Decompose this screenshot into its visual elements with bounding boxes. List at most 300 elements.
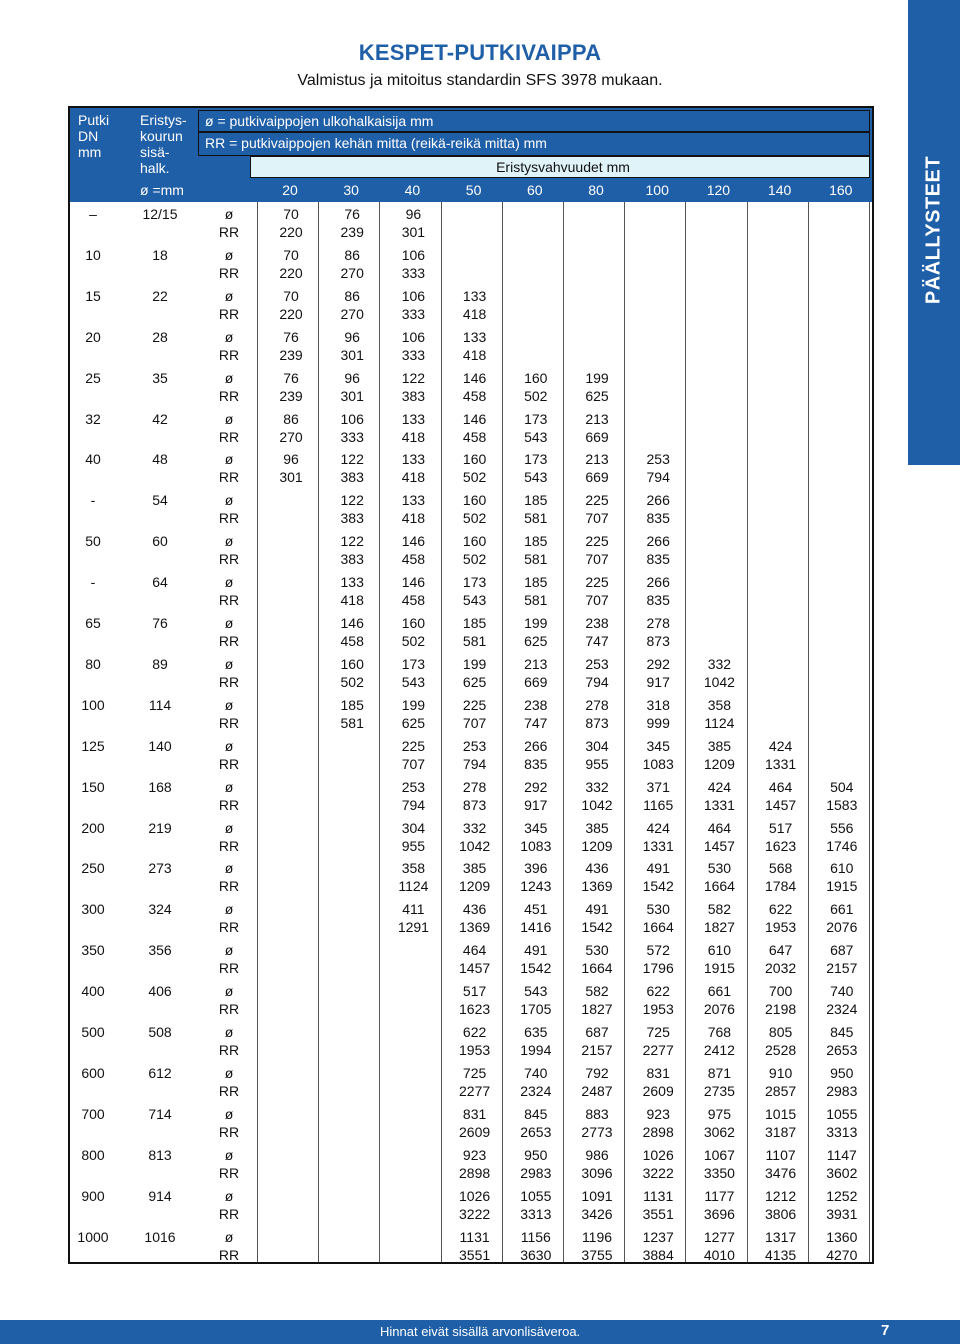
- outer-diameter-value: 185: [524, 533, 548, 550]
- outer-diameter-value: 292: [646, 655, 670, 672]
- outer-diameter-value: 160: [524, 369, 548, 386]
- outer-diameter-value: 133: [401, 451, 426, 468]
- pipe-dn: -: [90, 574, 96, 591]
- outer-diameter-value: 572: [646, 942, 670, 959]
- outer-diameter-value: 385: [462, 860, 487, 877]
- diameter-symbol: ø: [224, 696, 234, 713]
- rr-symbol: RR: [218, 837, 240, 854]
- rr-value: 917: [524, 796, 548, 813]
- outer-diameter-value: 700: [768, 983, 793, 1000]
- outer-diameter-value: 213: [585, 410, 609, 427]
- rr-value: 707: [462, 714, 487, 731]
- insulation-inner-diameter: 42: [152, 410, 168, 427]
- outer-diameter-value: 199: [401, 696, 426, 713]
- outer-diameter-value: 464: [768, 778, 793, 795]
- outer-diameter-value: 661: [830, 901, 854, 918]
- outer-diameter-value: 173: [524, 451, 548, 468]
- rr-value: 2324: [826, 1001, 858, 1018]
- outer-diameter-value: 292: [524, 778, 548, 795]
- diameter-symbol: ø: [224, 819, 234, 836]
- rr-value: 3476: [765, 1164, 797, 1181]
- outer-diameter-value: 160: [340, 655, 364, 672]
- outer-diameter-value: 845: [830, 1024, 854, 1040]
- grid-line: [747, 202, 748, 1262]
- rr-value: 220: [279, 264, 303, 281]
- outer-diameter-value: 647: [768, 942, 793, 959]
- rr-value: 794: [585, 673, 609, 690]
- table-row: [70, 820, 872, 861]
- rr-value: 707: [585, 592, 609, 609]
- outer-diameter-value: 622: [646, 983, 670, 1000]
- rr-value: 669: [585, 428, 609, 445]
- rr-value: 543: [524, 428, 548, 445]
- rr-value: 333: [340, 428, 364, 445]
- thickness-label: Eristysvahvuudet mm: [250, 156, 870, 178]
- rr-value: 383: [340, 551, 364, 568]
- rr-value: 333: [401, 264, 426, 281]
- outer-diameter-value: 436: [585, 860, 609, 877]
- rr-value: 2324: [520, 1082, 552, 1099]
- rr-value: 1542: [642, 878, 674, 895]
- pipe-dn: 50: [85, 533, 101, 550]
- diameter-symbol: ø: [224, 655, 234, 672]
- diameter-symbol: ø: [224, 942, 234, 959]
- outer-diameter-value: 831: [462, 1105, 487, 1122]
- pipe-dn: 65: [85, 615, 101, 631]
- thickness-header-cell: 60: [527, 182, 543, 198]
- grid-line: [808, 202, 809, 1262]
- header-dn-column: [78, 112, 109, 160]
- rr-symbol: RR: [218, 919, 240, 936]
- rr-value: 1994: [520, 1042, 552, 1058]
- rr-value: 1542: [520, 960, 552, 977]
- outer-diameter-value: 556: [830, 819, 854, 836]
- rr-symbol: RR: [218, 1246, 240, 1263]
- rr-value: 2609: [459, 1123, 491, 1140]
- outer-diameter-value: 687: [585, 1024, 609, 1040]
- outer-diameter-value: 278: [646, 615, 670, 631]
- outer-diameter-value: 160: [401, 615, 426, 631]
- rr-value: 418: [462, 346, 487, 363]
- rr-value: 1953: [459, 1042, 491, 1058]
- table-row: [70, 1106, 872, 1147]
- rr-value: 301: [340, 387, 364, 404]
- outer-diameter-value: 491: [646, 860, 670, 877]
- rr-value: 458: [340, 633, 364, 649]
- outer-diameter-value: 1015: [765, 1105, 797, 1122]
- pipe-dn: 500: [81, 1024, 105, 1040]
- outer-diameter-value: 199: [585, 369, 609, 386]
- rr-value: 1457: [765, 796, 797, 813]
- rr-value: 333: [401, 305, 426, 322]
- rr-value: 3551: [459, 1246, 491, 1263]
- outer-diameter-value: 725: [646, 1024, 670, 1040]
- insulation-inner-diameter: 64: [152, 574, 168, 591]
- grid-line: [563, 202, 564, 1262]
- rr-value: 794: [646, 469, 670, 486]
- outer-diameter-value: 622: [768, 901, 793, 918]
- outer-diameter-value: 345: [646, 737, 670, 754]
- rr-symbol: RR: [218, 592, 240, 609]
- outer-diameter-value: 146: [401, 574, 426, 591]
- table-row: [70, 247, 872, 288]
- diameter-symbol: ø: [224, 206, 234, 222]
- rr-value: 301: [279, 469, 303, 486]
- rr-symbol: RR: [218, 264, 240, 281]
- insulation-inner-diameter: 28: [152, 328, 168, 345]
- rr-value: 2076: [703, 1001, 735, 1018]
- rr-symbol: RR: [218, 1001, 240, 1018]
- rr-value: 835: [524, 755, 548, 772]
- outer-diameter-value: 1055: [826, 1105, 858, 1122]
- outer-diameter-value: 332: [707, 655, 732, 672]
- outer-diameter-value: 1360: [826, 1228, 858, 1245]
- rr-value: 581: [340, 714, 364, 731]
- outer-diameter-value: 278: [462, 778, 487, 795]
- outer-diameter-value: 133: [462, 328, 487, 345]
- rr-value: 2157: [826, 960, 858, 977]
- rr-value: 625: [585, 387, 609, 404]
- rr-value: 2983: [826, 1082, 858, 1099]
- rr-value: 1331: [765, 755, 797, 772]
- outer-diameter-value: 304: [585, 737, 609, 754]
- rr-value: 418: [340, 592, 364, 609]
- diameter-symbol: ø: [224, 1105, 234, 1122]
- outer-diameter-value: 173: [524, 410, 548, 427]
- outer-diameter-value: 185: [524, 574, 548, 591]
- outer-diameter-value: 266: [646, 533, 670, 550]
- legend-diameter: ø = putkivaippojen ulkohalkaisija mm: [198, 110, 870, 132]
- pipe-dn: 80: [85, 655, 101, 672]
- table-row: [70, 1024, 872, 1065]
- outer-diameter-value: 70: [283, 287, 299, 304]
- outer-diameter-value: 266: [524, 737, 548, 754]
- outer-diameter-value: 133: [401, 492, 426, 509]
- insulation-inner-diameter: 324: [148, 901, 172, 918]
- outer-diameter-value: 1237: [642, 1228, 674, 1245]
- page-title: KESPET-PUTKIVAIPPA: [358, 40, 602, 65]
- pipe-dn: 800: [81, 1146, 105, 1163]
- rr-value: 1209: [459, 878, 491, 895]
- rr-value: 502: [401, 633, 426, 649]
- rr-value: 955: [585, 755, 609, 772]
- diameter-symbol: ø: [224, 1228, 234, 1245]
- outer-diameter-value: 411: [402, 901, 425, 918]
- rr-symbol: RR: [218, 755, 240, 772]
- table-row: [70, 1229, 872, 1270]
- pipe-dn: 100: [81, 696, 105, 713]
- insulation-inner-diameter: 60: [152, 533, 168, 550]
- rr-value: 835: [646, 510, 670, 527]
- rr-value: 1623: [765, 837, 797, 854]
- rr-value: 2412: [703, 1042, 735, 1058]
- header-insulation-column: [140, 112, 187, 176]
- pipe-dn: -: [90, 492, 96, 509]
- insulation-inner-diameter: 140: [148, 737, 172, 754]
- outer-diameter-value: 106: [340, 410, 364, 427]
- outer-diameter-value: 582: [707, 901, 732, 918]
- rr-value: 581: [524, 551, 548, 568]
- outer-diameter-value: 213: [524, 655, 548, 672]
- rr-value: 3884: [642, 1246, 674, 1263]
- rr-value: 301: [340, 346, 364, 363]
- rr-value: 1915: [826, 878, 858, 895]
- outer-diameter-value: 740: [524, 1064, 548, 1081]
- outer-diameter-value: 122: [340, 533, 364, 550]
- outer-diameter-value: 1091: [581, 1187, 613, 1204]
- rr-value: 1953: [765, 919, 797, 936]
- rr-value: 1083: [520, 837, 552, 854]
- rr-value: 1746: [826, 837, 858, 854]
- rr-value: 1784: [765, 878, 797, 895]
- outer-diameter-value: 451: [524, 901, 548, 918]
- rr-value: 383: [340, 510, 364, 527]
- rr-value: 1664: [642, 919, 674, 936]
- diameter-symbol: ø: [224, 901, 234, 918]
- outer-diameter-value: 225: [585, 533, 609, 550]
- rr-symbol: RR: [218, 469, 240, 486]
- pipe-dn: 40: [85, 451, 101, 468]
- rr-value: 270: [340, 264, 364, 281]
- rr-value: 270: [340, 305, 364, 322]
- outer-diameter-value: 1252: [826, 1187, 858, 1204]
- outer-diameter-value: 146: [462, 410, 487, 427]
- pipe-dn: 600: [81, 1064, 105, 1081]
- outer-diameter-value: 173: [462, 574, 487, 591]
- rr-value: 1124: [704, 714, 735, 731]
- thickness-header-cell: 30: [343, 182, 359, 198]
- outer-diameter-value: 687: [830, 942, 854, 959]
- outer-diameter-value: 160: [462, 451, 487, 468]
- outer-diameter-value: 133: [401, 410, 426, 427]
- rr-value: 2487: [581, 1082, 613, 1099]
- rr-value: 1542: [581, 919, 613, 936]
- rr-value: 2032: [765, 960, 797, 977]
- rr-value: 458: [401, 592, 426, 609]
- footer-bar: [0, 1320, 960, 1344]
- outer-diameter-value: 133: [462, 287, 487, 304]
- outer-diameter-value: 725: [462, 1064, 487, 1081]
- rr-value: 4135: [765, 1246, 797, 1263]
- table-row: [70, 533, 872, 574]
- diameter-symbol: ø: [224, 287, 234, 304]
- outer-diameter-value: 146: [462, 369, 487, 386]
- insulation-inner-diameter: 168: [148, 778, 172, 795]
- pipe-dn: 300: [81, 901, 105, 918]
- thickness-header-cell: 50: [465, 182, 482, 198]
- pipe-dn: 1000: [77, 1228, 109, 1245]
- outer-diameter-value: 304: [401, 819, 426, 836]
- rr-symbol: RR: [218, 305, 240, 322]
- rr-value: 2653: [520, 1123, 552, 1140]
- grid-line: [257, 202, 258, 1262]
- outer-diameter-value: 635: [524, 1024, 548, 1040]
- page-number: 7: [881, 1322, 890, 1339]
- rr-symbol: RR: [218, 510, 240, 527]
- rr-value: 2898: [642, 1123, 674, 1140]
- rr-value: 955: [401, 837, 426, 854]
- rr-value: 3806: [765, 1205, 797, 1222]
- insulation-inner-diameter: 89: [152, 655, 168, 672]
- rr-value: 4010: [703, 1246, 735, 1263]
- header-text: sisä-: [140, 144, 170, 160]
- rr-value: 3696: [703, 1205, 735, 1222]
- outer-diameter-value: 464: [462, 942, 487, 959]
- outer-diameter-value: 661: [707, 983, 732, 1000]
- grid-line: [624, 202, 625, 1262]
- outer-diameter-value: 1317: [765, 1228, 797, 1245]
- table-row: [70, 942, 872, 983]
- outer-diameter-value: 975: [707, 1105, 732, 1122]
- pipe-dn: 10: [85, 246, 101, 263]
- outer-diameter-value: 253: [401, 778, 426, 795]
- grid-line: [318, 202, 319, 1262]
- outer-diameter-value: 385: [585, 819, 609, 836]
- table-row: [70, 860, 872, 901]
- outer-diameter-value: 332: [462, 819, 487, 836]
- outer-diameter-value: 106: [401, 287, 426, 304]
- grid-line: [441, 202, 442, 1262]
- outer-diameter-value: 96: [344, 328, 360, 345]
- rr-value: 3062: [703, 1123, 735, 1140]
- outer-diameter-value: 133: [340, 574, 364, 591]
- rr-value: 543: [401, 673, 426, 690]
- rr-value: 747: [585, 633, 609, 649]
- outer-diameter-value: 568: [768, 860, 793, 877]
- rr-value: 1915: [703, 960, 735, 977]
- outer-diameter-value: 76: [283, 328, 299, 345]
- insulation-inner-diameter: 48: [152, 451, 168, 468]
- header-text: kourun: [140, 128, 183, 144]
- rr-value: 220: [279, 305, 303, 322]
- diameter-symbol: ø: [224, 451, 234, 468]
- pipe-dn: 700: [81, 1105, 105, 1122]
- rr-value: 2653: [826, 1042, 858, 1058]
- rr-value: 1042: [581, 796, 613, 813]
- outer-diameter-value: 491: [585, 901, 609, 918]
- rr-value: 301: [401, 224, 426, 240]
- rr-value: 1664: [581, 960, 613, 977]
- outer-diameter-value: 910: [768, 1064, 793, 1081]
- rr-value: 873: [585, 714, 609, 731]
- rr-value: 1796: [642, 960, 674, 977]
- outer-diameter-value: 146: [340, 615, 364, 631]
- rr-symbol: RR: [218, 1082, 240, 1099]
- rr-value: 669: [585, 469, 609, 486]
- diameter-symbol: ø: [224, 615, 234, 631]
- grid-line: [379, 202, 380, 1262]
- pipe-dn: 15: [85, 287, 101, 304]
- diameter-symbol: ø: [224, 983, 234, 1000]
- rr-value: 2773: [581, 1123, 613, 1140]
- thickness-header-cell: 140: [767, 182, 792, 198]
- rr-value: 669: [524, 673, 548, 690]
- diameter-symbol: ø: [224, 1064, 234, 1081]
- table-header: [70, 108, 872, 202]
- rr-value: 1083: [642, 755, 674, 772]
- insulation-inner-diameter: 612: [148, 1064, 172, 1081]
- rr-value: 3602: [826, 1164, 858, 1181]
- outer-diameter-value: 610: [830, 860, 854, 877]
- insulation-inner-diameter: 54: [152, 492, 168, 509]
- insulation-inner-diameter: 508: [148, 1024, 172, 1040]
- outer-diameter-value: 1131: [459, 1228, 490, 1245]
- rr-value: 1369: [459, 919, 491, 936]
- rr-value: 625: [462, 673, 487, 690]
- rr-value: 502: [462, 510, 487, 527]
- outer-diameter-value: 345: [524, 819, 548, 836]
- rr-value: 1243: [520, 878, 552, 895]
- rr-symbol: RR: [218, 387, 240, 404]
- table-row: [70, 901, 872, 942]
- rr-value: 2198: [765, 1001, 797, 1018]
- insulation-inner-diameter: 22: [152, 287, 168, 304]
- outer-diameter-value: 883: [585, 1105, 609, 1122]
- outer-diameter-value: 768: [707, 1024, 732, 1040]
- thickness-header-cell: 100: [645, 182, 669, 198]
- outer-diameter-value: 86: [344, 246, 360, 263]
- outer-diameter-value: 1212: [765, 1187, 797, 1204]
- pipe-dn: 20: [85, 328, 101, 345]
- diameter-symbol: ø: [224, 574, 234, 591]
- pipe-dn: 32: [85, 410, 101, 427]
- outer-diameter-value: 1196: [581, 1228, 613, 1245]
- insulation-inner-diameter: 18: [152, 246, 168, 263]
- rr-value: 3551: [642, 1205, 674, 1222]
- rr-symbol: RR: [218, 714, 240, 731]
- rr-value: 625: [524, 633, 548, 649]
- insulation-inner-diameter: 356: [148, 942, 172, 959]
- outer-diameter-value: 266: [646, 492, 670, 509]
- outer-diameter-value: 610: [707, 942, 732, 959]
- rr-value: 3187: [765, 1123, 797, 1140]
- outer-diameter-value: 225: [401, 737, 426, 754]
- page-subtitle: Valmistus ja mitoitus standardin SFS 3978 mukaan.: [297, 72, 663, 89]
- outer-diameter-value: 1156: [520, 1228, 551, 1245]
- outer-diameter-value: 582: [585, 983, 609, 1000]
- rr-value: 747: [524, 714, 548, 731]
- rr-symbol: RR: [218, 633, 240, 649]
- outer-diameter-value: 1026: [459, 1187, 491, 1204]
- rr-value: 707: [585, 510, 609, 527]
- outer-diameter-value: 1067: [703, 1146, 735, 1163]
- rr-value: 873: [462, 796, 487, 813]
- rr-value: 835: [646, 551, 670, 568]
- outer-diameter-value: 504: [830, 778, 854, 795]
- insulation-inner-diameter: 12/15: [142, 206, 178, 222]
- outer-diameter-value: 845: [524, 1105, 548, 1122]
- insulation-inner-diameter: 76: [152, 615, 168, 631]
- table-row: [70, 697, 872, 738]
- rr-value: 1416: [520, 919, 552, 936]
- outer-diameter-value: 831: [646, 1064, 670, 1081]
- rr-symbol: RR: [218, 1164, 240, 1181]
- rr-value: 1457: [703, 837, 735, 854]
- rr-value: 2528: [765, 1042, 797, 1058]
- grid-line: [869, 202, 870, 1262]
- pipe-dn: 350: [81, 942, 105, 959]
- rr-symbol: RR: [218, 1205, 240, 1222]
- rr-value: 999: [646, 714, 670, 731]
- rr-value: 2076: [826, 919, 858, 936]
- outer-diameter-value: 225: [585, 492, 609, 509]
- rr-symbol: RR: [218, 551, 240, 568]
- rr-value: 707: [585, 551, 609, 568]
- rr-value: 239: [279, 346, 303, 363]
- pipe-dn: –: [89, 206, 97, 222]
- outer-diameter-value: 371: [646, 778, 670, 795]
- outer-diameter-value: 517: [462, 983, 487, 1000]
